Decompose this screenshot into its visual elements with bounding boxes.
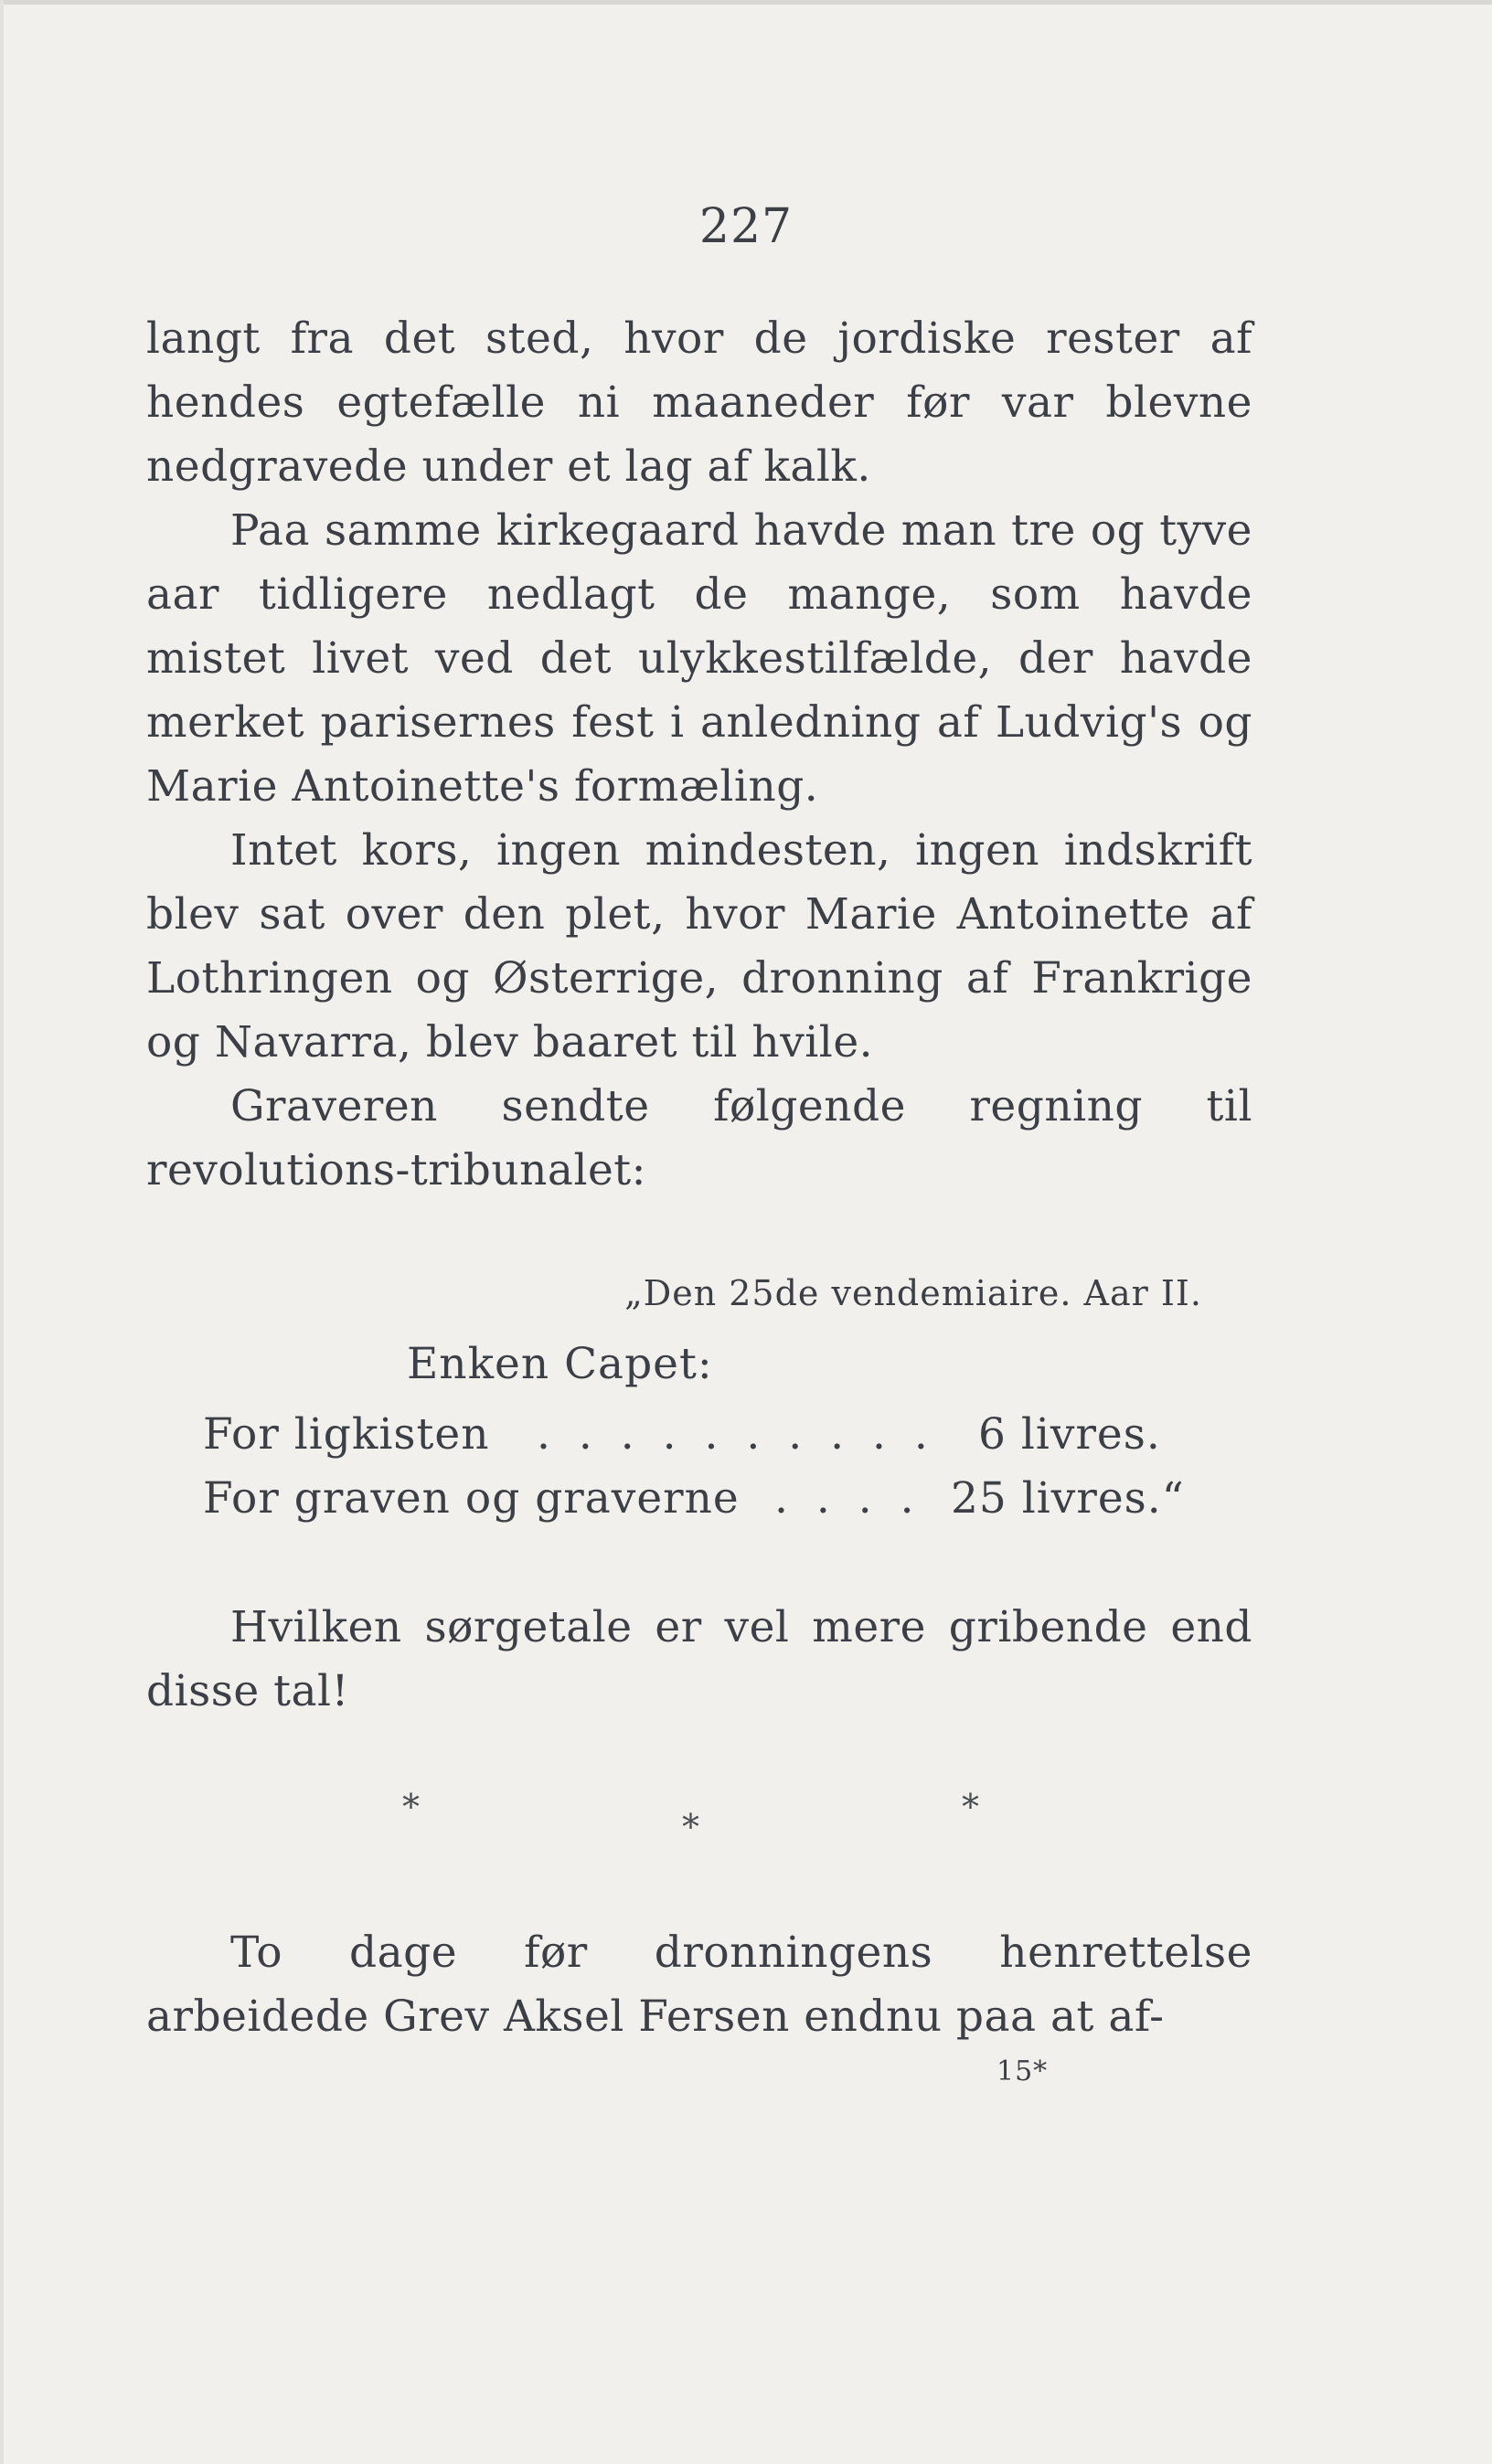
bill-item-leader: . . . . <box>774 1473 922 1524</box>
paragraph-4: Graveren sendte følgende regning til revolutions-tribunalet: <box>146 1081 1252 1195</box>
page-number: 227 <box>698 199 794 254</box>
paragraph-2: Paa samme kirkegaard havde man tre og tyve aar tidligere nedlagt de mange, som havde mistet livet ved det ulykkestilfælde, der havde merket parisernes fest i anledning af Ludvig's og Marie Antoinette's formæling. <box>146 505 1252 812</box>
closing-paragraph: Hvilken sørgetale er vel mere gribende end disse tal! <box>146 1602 1252 1716</box>
paragraph-3: Intet kors, ingen mindesten, ingen indskrift blev sat over den plet, hvor Marie Antoinette af Lothringen og Østerrige, dronning af Frankrige og Navarra, blev baaret til hvile. <box>146 825 1252 1067</box>
asterisk-left: * <box>402 1787 420 1827</box>
paragraph-1: langt fra det sted, hvor de jordiske rester af hendes egtefælle ni maaneder før var blevne nedgravede under et lag af kalk. <box>146 313 1252 492</box>
section-break <box>0 1787 1492 1860</box>
body-text <box>146 307 1252 1203</box>
signature-mark: 15* <box>996 2055 1049 2087</box>
bill-item-label: For ligkisten <box>203 1409 490 1460</box>
bill-item-leader: . . . . . . . . . . <box>537 1409 935 1460</box>
bill-item-label: For graven og graverne <box>203 1473 740 1524</box>
bill-item-amount: 25 livres.“ <box>951 1473 1185 1524</box>
bill-addressee: Enken Capet: <box>407 1339 713 1389</box>
bill-item-coffin <box>203 1403 1227 1467</box>
asterisk-center: * <box>682 1807 699 1847</box>
final-paragraph: To dage før dronningens henrettelse arbeidede Grev Aksel Fersen endnu paa at af- <box>146 1928 1252 2042</box>
closing-text <box>146 1596 1252 1724</box>
page-left-edge <box>0 0 4 2464</box>
asterisk-right: * <box>962 1787 979 1827</box>
bill-item-grave <box>203 1467 1227 1531</box>
page-top-edge <box>0 0 1492 5</box>
final-text <box>146 1921 1252 2049</box>
bill-item-amount: 6 livres. <box>978 1409 1161 1460</box>
bill-dateline: „Den 25de vendemiaire. Aar II. <box>624 1273 1202 1313</box>
